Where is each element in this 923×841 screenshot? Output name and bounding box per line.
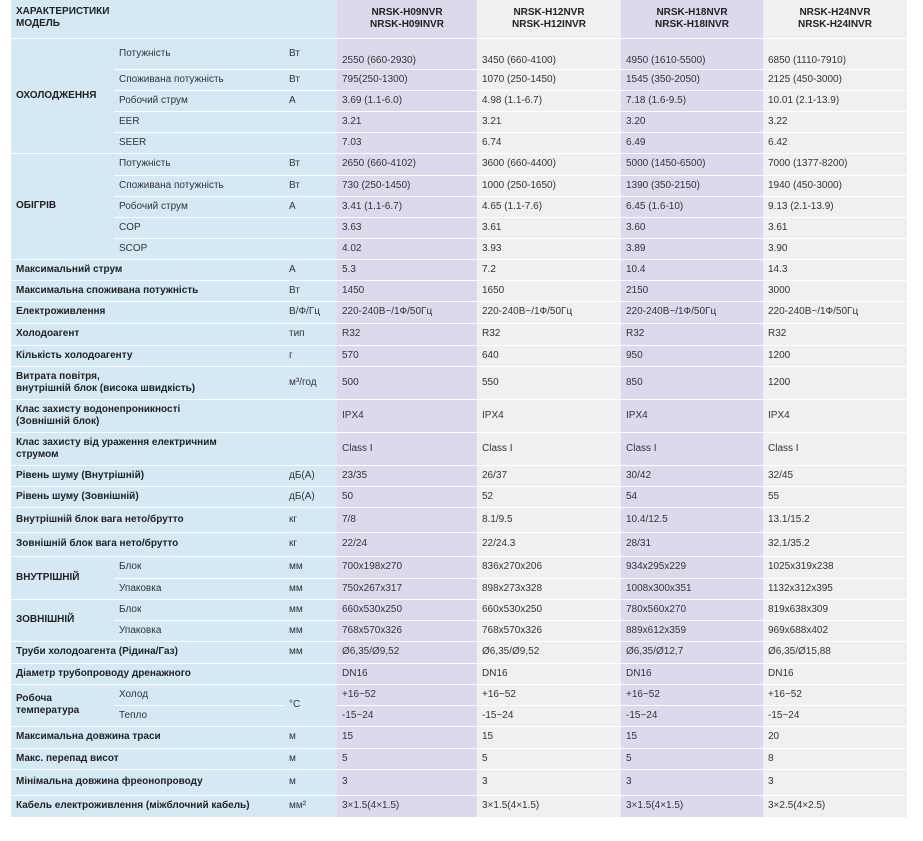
spec-row xyxy=(11,507,907,532)
value-cell: 1000 (250-1650) xyxy=(477,175,621,196)
value-cell: 4.98 (1.1-6.7) xyxy=(477,90,621,111)
value-cell: 6.49 xyxy=(621,132,763,153)
spec-row xyxy=(11,663,907,684)
value-cell: 23/35 xyxy=(337,465,477,486)
unit-cell: Вт xyxy=(284,69,337,90)
spec-row xyxy=(11,366,907,399)
spec-row xyxy=(11,345,907,366)
unit-cell: Вт xyxy=(284,38,337,69)
value-cell: 4.02 xyxy=(337,238,477,259)
value-cell: Ø6,35/Ø15,88 xyxy=(763,641,907,663)
row-label: Макс. перепад висот xyxy=(11,748,284,769)
spec-body xyxy=(11,38,907,817)
spec-row xyxy=(11,486,907,507)
temp-group-label: Робоча температура xyxy=(11,684,114,726)
value-cell: 10.01 (2.1-13.9) xyxy=(763,90,907,111)
unit-cell: м xyxy=(284,726,337,748)
value-cell: 750x267x317 xyxy=(337,578,477,599)
value-cell: DN16 xyxy=(763,663,907,684)
row-label: Максимальний струм xyxy=(11,259,284,280)
spec-row xyxy=(11,705,907,726)
value-cell: 819x638x309 xyxy=(763,599,907,620)
value-cell: 3.60 xyxy=(621,217,763,238)
value-cell: 220-240В~/1Ф/50Гц xyxy=(621,301,763,323)
value-cell: 5 xyxy=(621,748,763,769)
unit-cell: мм xyxy=(284,620,337,641)
value-cell: IPX4 xyxy=(621,399,763,432)
value-cell: Class I xyxy=(621,432,763,465)
sub-label: Упаковка xyxy=(114,620,284,641)
sub-label: EER xyxy=(114,111,284,132)
value-cell: 55 xyxy=(763,486,907,507)
value-cell: 2650 (660-4102) xyxy=(337,153,477,175)
row-label: Рівень шуму (Внутрішній) xyxy=(11,465,284,486)
value-cell: 30/42 xyxy=(621,465,763,486)
sub-label: Блок xyxy=(114,599,284,620)
spec-row xyxy=(11,323,907,345)
value-cell: 3.93 xyxy=(477,238,621,259)
spec-row xyxy=(11,280,907,301)
spec-row xyxy=(11,532,907,556)
value-cell: 10.4 xyxy=(621,259,763,280)
value-cell: 3 xyxy=(477,769,621,795)
value-cell: 3.21 xyxy=(337,111,477,132)
unit-cell: м³/год xyxy=(284,366,337,399)
spec-row xyxy=(11,153,907,175)
value-cell: 3.61 xyxy=(477,217,621,238)
value-cell: 7.18 (1.6-9.5) xyxy=(621,90,763,111)
spec-row xyxy=(11,578,907,599)
unit-cell: °C xyxy=(284,684,337,726)
value-cell: 22/24 xyxy=(337,532,477,556)
value-cell: 3×2.5(4×2.5) xyxy=(763,795,907,817)
value-cell: 7/8 xyxy=(337,507,477,532)
row-label: Максимальна довжина траси xyxy=(11,726,284,748)
value-cell: 5.3 xyxy=(337,259,477,280)
model-header-3: NRSK-H18NVR NRSK-H18INVR xyxy=(621,0,763,38)
spec-row xyxy=(11,38,907,69)
header-label-characteristics: ХАРАКТЕРИСТИКИ xyxy=(16,6,110,17)
value-cell: 1200 xyxy=(763,366,907,399)
value-cell: 15 xyxy=(477,726,621,748)
value-cell: Class I xyxy=(477,432,621,465)
value-cell: Ø6,35/Ø9,52 xyxy=(477,641,621,663)
value-cell: 32.1/35.2 xyxy=(763,532,907,556)
value-cell: -15~24 xyxy=(763,705,907,726)
unit-cell: мм² xyxy=(284,795,337,817)
value-cell: 1025x319x238 xyxy=(763,556,907,578)
unit-cell: тип xyxy=(284,323,337,345)
unit-cell: м xyxy=(284,769,337,795)
value-cell: 3000 xyxy=(763,280,907,301)
value-cell: 768x570x326 xyxy=(337,620,477,641)
spec-row xyxy=(11,132,907,153)
sub-label: Робочий струм xyxy=(114,196,284,217)
value-cell: 1008x300x351 xyxy=(621,578,763,599)
value-cell: 7.03 xyxy=(337,132,477,153)
value-cell: 1940 (450-3000) xyxy=(763,175,907,196)
sub-label: Холод xyxy=(114,684,284,705)
value-cell: R32 xyxy=(621,323,763,345)
value-cell: 54 xyxy=(621,486,763,507)
sub-label: SCOP xyxy=(114,238,284,259)
value-cell: 898x273x328 xyxy=(477,578,621,599)
spec-row xyxy=(11,238,907,259)
row-label: Рівень шуму (Зовнішній) xyxy=(11,486,284,507)
unit-cell: дБ(А) xyxy=(284,465,337,486)
value-cell: 3.41 (1.1-6.7) xyxy=(337,196,477,217)
row-label: Клас захисту водонепроникності (Зовнішній блок) xyxy=(11,399,284,432)
value-cell: R32 xyxy=(763,323,907,345)
spec-row xyxy=(11,599,907,620)
unit-cell: А xyxy=(284,196,337,217)
sub-label: Потужність xyxy=(114,153,284,175)
unit-cell: мм xyxy=(284,556,337,578)
spec-row xyxy=(11,684,907,705)
value-cell: IPX4 xyxy=(337,399,477,432)
sub-label: Споживана потужність xyxy=(114,69,284,90)
row-label: Максимальна споживана потужність xyxy=(11,280,284,301)
value-cell: 6.42 xyxy=(763,132,907,153)
row-label: Кількість холодоагенту xyxy=(11,345,284,366)
value-cell: 8.1/9.5 xyxy=(477,507,621,532)
value-cell: 22/24.3 xyxy=(477,532,621,556)
value-cell: Class I xyxy=(763,432,907,465)
value-cell: 1545 (350-2050) xyxy=(621,69,763,90)
value-cell: R32 xyxy=(337,323,477,345)
value-cell: 730 (250-1450) xyxy=(337,175,477,196)
spec-row xyxy=(11,69,907,90)
unit-cell xyxy=(284,111,337,132)
sub-label: Потужність xyxy=(114,38,284,69)
value-cell: 2550 (660-2930) xyxy=(337,38,477,69)
row-label: Труби холодоагента (Рідина/Газ) xyxy=(11,641,284,663)
value-cell: -15~24 xyxy=(337,705,477,726)
value-cell: 950 xyxy=(621,345,763,366)
value-cell: 220-240В~/1Ф/50Гц xyxy=(337,301,477,323)
value-cell: 3.21 xyxy=(477,111,621,132)
value-cell: 7.2 xyxy=(477,259,621,280)
value-cell: 26/37 xyxy=(477,465,621,486)
row-label: Діаметр трубопроводу дренажного xyxy=(11,663,284,684)
unit-cell: Вт xyxy=(284,175,337,196)
indoor-group-label: ВНУТРІШНІЙ xyxy=(11,556,114,599)
row-label: Клас захисту від ураження електричним струмом xyxy=(11,432,284,465)
unit-cell: А xyxy=(284,90,337,111)
value-cell: 550 xyxy=(477,366,621,399)
spec-row xyxy=(11,641,907,663)
heating-group-label: ОБІГРІВ xyxy=(11,153,114,259)
value-cell: 570 xyxy=(337,345,477,366)
spec-row xyxy=(11,795,907,817)
value-cell: 7000 (1377-8200) xyxy=(763,153,907,175)
unit-cell: дБ(А) xyxy=(284,486,337,507)
header-corner xyxy=(11,0,337,38)
unit-cell: кг xyxy=(284,507,337,532)
unit-cell: мм xyxy=(284,599,337,620)
value-cell: 1132x312x395 xyxy=(763,578,907,599)
outdoor-group-label: ЗОВНІШНІЙ xyxy=(11,599,114,641)
model-header-1: NRSK-H09NVR NRSK-H09INVR xyxy=(337,0,477,38)
value-cell: 13.1/15.2 xyxy=(763,507,907,532)
unit-cell: В/Ф/Гц xyxy=(284,301,337,323)
value-cell: 5 xyxy=(477,748,621,769)
value-cell: 1390 (350-2150) xyxy=(621,175,763,196)
header-label-model: МОДЕЛЬ xyxy=(16,18,60,29)
unit-cell: м xyxy=(284,748,337,769)
sub-label: Тепло xyxy=(114,705,284,726)
row-label: Кабель електроживлення (міжблочний кабель) xyxy=(11,795,284,817)
value-cell: +16~52 xyxy=(763,684,907,705)
spec-row xyxy=(11,748,907,769)
value-cell: 3 xyxy=(337,769,477,795)
value-cell: 3 xyxy=(621,769,763,795)
spec-row xyxy=(11,399,907,432)
value-cell: 3600 (660-4400) xyxy=(477,153,621,175)
row-label: Мінімальна довжина фреонопроводу xyxy=(11,769,284,795)
sub-label: Робочий струм xyxy=(114,90,284,111)
value-cell: 3.61 xyxy=(763,217,907,238)
value-cell: 700x198x270 xyxy=(337,556,477,578)
row-label: Холодоагент xyxy=(11,323,284,345)
value-cell: +16~52 xyxy=(477,684,621,705)
value-cell: 32/45 xyxy=(763,465,907,486)
spec-row xyxy=(11,90,907,111)
value-cell: 3×1.5(4×1.5) xyxy=(477,795,621,817)
spec-row xyxy=(11,217,907,238)
spec-row xyxy=(11,111,907,132)
value-cell: 795(250-1300) xyxy=(337,69,477,90)
spec-row xyxy=(11,259,907,280)
value-cell: DN16 xyxy=(337,663,477,684)
value-cell: 6850 (1110-7910) xyxy=(763,38,907,69)
cooling-group-label: ОХОЛОДЖЕННЯ xyxy=(11,38,114,153)
row-label: Витрата повітря, внутрішній блок (висока швидкість) xyxy=(11,366,284,399)
row-label: Внутрішній блок вага нето/брутто xyxy=(11,507,284,532)
value-cell: +16~52 xyxy=(337,684,477,705)
sub-label: COP xyxy=(114,217,284,238)
value-cell: 660x530x250 xyxy=(337,599,477,620)
value-cell: 3.90 xyxy=(763,238,907,259)
value-cell: 6.74 xyxy=(477,132,621,153)
unit-cell xyxy=(284,399,337,432)
value-cell: 3×1.5(4×1.5) xyxy=(621,795,763,817)
spec-row xyxy=(11,620,907,641)
value-cell: 969x688x402 xyxy=(763,620,907,641)
value-cell: 934x295x229 xyxy=(621,556,763,578)
unit-cell: мм xyxy=(284,641,337,663)
value-cell: 889x612x359 xyxy=(621,620,763,641)
value-cell: Ø6,35/Ø9,52 xyxy=(337,641,477,663)
value-cell: 5000 (1450-6500) xyxy=(621,153,763,175)
row-label: Зовнішній блок вага нето/брутто xyxy=(11,532,284,556)
value-cell: 1200 xyxy=(763,345,907,366)
unit-cell: кг xyxy=(284,532,337,556)
value-cell: 15 xyxy=(337,726,477,748)
value-cell: 1650 xyxy=(477,280,621,301)
value-cell: +16~52 xyxy=(621,684,763,705)
value-cell: 10.4/12.5 xyxy=(621,507,763,532)
unit-cell xyxy=(284,238,337,259)
value-cell: 52 xyxy=(477,486,621,507)
spec-row xyxy=(11,301,907,323)
value-cell: 780x560x270 xyxy=(621,599,763,620)
model-header-4: NRSK-H24NVR NRSK-H24INVR xyxy=(763,0,907,38)
value-cell: Class I xyxy=(337,432,477,465)
unit-cell: г xyxy=(284,345,337,366)
value-cell: 8 xyxy=(763,748,907,769)
header-row xyxy=(11,0,907,38)
value-cell: -15~24 xyxy=(477,705,621,726)
spec-row xyxy=(11,556,907,578)
value-cell: 850 xyxy=(621,366,763,399)
value-cell: 2150 xyxy=(621,280,763,301)
value-cell: 3 xyxy=(763,769,907,795)
value-cell: 3.69 (1.1-6.0) xyxy=(337,90,477,111)
sub-label: SEER xyxy=(114,132,284,153)
value-cell: IPX4 xyxy=(763,399,907,432)
value-cell: DN16 xyxy=(621,663,763,684)
model-header-2: NRSK-H12NVR NRSK-H12INVR xyxy=(477,0,621,38)
value-cell: 4950 (1610-5500) xyxy=(621,38,763,69)
value-cell: 640 xyxy=(477,345,621,366)
value-cell: 1450 xyxy=(337,280,477,301)
value-cell: 3.63 xyxy=(337,217,477,238)
value-cell: 1070 (250-1450) xyxy=(477,69,621,90)
value-cell: Ø6,35/Ø12,7 xyxy=(621,641,763,663)
value-cell: 768x570x326 xyxy=(477,620,621,641)
value-cell: 500 xyxy=(337,366,477,399)
value-cell: 660x530x250 xyxy=(477,599,621,620)
unit-cell: Вт xyxy=(284,280,337,301)
unit-cell xyxy=(284,663,337,684)
spec-row xyxy=(11,465,907,486)
spec-table xyxy=(11,0,907,818)
sub-label: Упаковка xyxy=(114,578,284,599)
value-cell: 220-240В~/1Ф/50Гц xyxy=(477,301,621,323)
unit-cell: А xyxy=(284,259,337,280)
value-cell: 6.45 (1.6-10) xyxy=(621,196,763,217)
value-cell: 4.65 (1.1-7.6) xyxy=(477,196,621,217)
value-cell: 3.22 xyxy=(763,111,907,132)
value-cell: 9.13 (2.1-13.9) xyxy=(763,196,907,217)
value-cell: R32 xyxy=(477,323,621,345)
value-cell: 3×1.5(4×1.5) xyxy=(337,795,477,817)
spec-row xyxy=(11,726,907,748)
spec-row xyxy=(11,432,907,465)
value-cell: 2125 (450-3000) xyxy=(763,69,907,90)
value-cell: 3.20 xyxy=(621,111,763,132)
unit-cell xyxy=(284,217,337,238)
value-cell: 15 xyxy=(621,726,763,748)
value-cell: DN16 xyxy=(477,663,621,684)
value-cell: 28/31 xyxy=(621,532,763,556)
value-cell: IPX4 xyxy=(477,399,621,432)
unit-cell: мм xyxy=(284,578,337,599)
unit-cell xyxy=(284,132,337,153)
spec-row xyxy=(11,196,907,217)
sub-label: Блок xyxy=(114,556,284,578)
value-cell: 3.89 xyxy=(621,238,763,259)
value-cell: 3450 (660-4100) xyxy=(477,38,621,69)
value-cell: 20 xyxy=(763,726,907,748)
value-cell: 220-240В~/1Ф/50Гц xyxy=(763,301,907,323)
value-cell: 14.3 xyxy=(763,259,907,280)
row-label: Електроживлення xyxy=(11,301,284,323)
value-cell: -15~24 xyxy=(621,705,763,726)
value-cell: 836x270x206 xyxy=(477,556,621,578)
sub-label: Споживана потужність xyxy=(114,175,284,196)
value-cell: 5 xyxy=(337,748,477,769)
spec-row xyxy=(11,175,907,196)
unit-cell: Вт xyxy=(284,153,337,175)
unit-cell xyxy=(284,432,337,465)
spec-row xyxy=(11,769,907,795)
value-cell: 50 xyxy=(337,486,477,507)
